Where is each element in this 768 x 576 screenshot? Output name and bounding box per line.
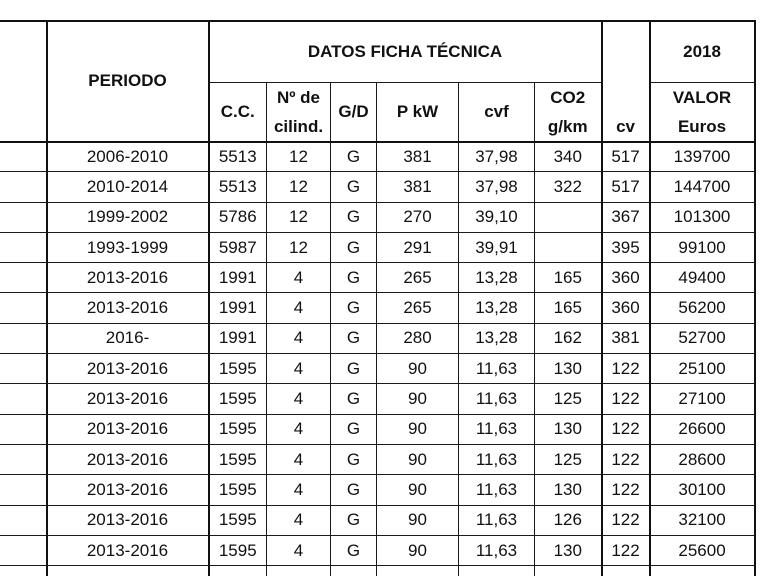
cilindros-cell (267, 566, 331, 576)
cilindros-cell: 4 (267, 354, 331, 384)
left-blank-cell (0, 475, 47, 505)
cvf-cell: 13,28 (459, 323, 535, 353)
cvf-cell: 11,63 (459, 475, 535, 505)
periodo-cell: 2010-2014 (47, 172, 209, 202)
table-row-partial (0, 566, 755, 576)
pkw-cell: 381 (377, 142, 459, 172)
cvf-cell: 11,63 (459, 444, 535, 474)
co2-cell: 125 (535, 444, 602, 474)
left-blank-cell (0, 202, 47, 232)
table-row (0, 354, 755, 384)
left-blank-cell (0, 566, 47, 576)
table-row (0, 323, 755, 353)
table-row (0, 505, 755, 535)
valor-cell: 139700 (650, 142, 755, 172)
valor-cell: 25100 (650, 354, 755, 384)
cvf-cell: 37,98 (459, 142, 535, 172)
cilindros-cell: 4 (267, 414, 331, 444)
valor-cell (650, 566, 755, 576)
cilindros-cell: 4 (267, 535, 331, 565)
cvf-cell (459, 566, 535, 576)
cilindros-cell: 12 (267, 172, 331, 202)
gd-cell: G (331, 323, 377, 353)
cvf-cell: 13,28 (459, 263, 535, 293)
cc-cell: 5513 (209, 172, 267, 202)
co2-cell (535, 232, 602, 262)
gd-header: G/D (331, 82, 377, 142)
periodo-cell: 2013-2016 (47, 505, 209, 535)
co2-cell: 165 (535, 263, 602, 293)
left-blank-cell (0, 293, 47, 323)
left-blank-cell (0, 142, 47, 172)
co2-header-line1: CO2 (550, 87, 586, 107)
gd-cell: G (331, 505, 377, 535)
pkw-header: P kW (377, 82, 459, 142)
cvf-cell: 37,98 (459, 172, 535, 202)
cc-cell: 5513 (209, 142, 267, 172)
cilindros-cell: 4 (267, 323, 331, 353)
gd-cell: G (331, 232, 377, 262)
co2-cell: 162 (535, 323, 602, 353)
cv-cell: 122 (602, 505, 650, 535)
periodo-cell: 2006-2010 (47, 142, 209, 172)
co2-cell: 126 (535, 505, 602, 535)
valor-cell: 28600 (650, 444, 755, 474)
left-blank-cell (0, 263, 47, 293)
valor-cell: 99100 (650, 232, 755, 262)
cv-cell: 367 (602, 202, 650, 232)
cvf-cell: 11,63 (459, 414, 535, 444)
co2-cell (535, 566, 602, 576)
cilindros-cell: 4 (267, 444, 331, 474)
gd-cell: G (331, 444, 377, 474)
gd-cell (331, 566, 377, 576)
cv-cell: 517 (602, 172, 650, 202)
cc-cell: 1991 (209, 323, 267, 353)
cilindros-cell: 4 (267, 505, 331, 535)
co2-cell: 130 (535, 475, 602, 505)
valor-header (650, 82, 755, 142)
table-row (0, 475, 755, 505)
cc-cell: 1595 (209, 414, 267, 444)
left-blank-cell (0, 414, 47, 444)
cvf-cell: 11,63 (459, 505, 535, 535)
vehicle-spec-table (0, 20, 756, 576)
cv-cell: 395 (602, 232, 650, 262)
pkw-cell: 265 (377, 263, 459, 293)
periodo-cell: 1993-1999 (47, 232, 209, 262)
table-row (0, 232, 755, 262)
valor-cell: 52700 (650, 323, 755, 353)
cc-cell: 1595 (209, 354, 267, 384)
cvf-cell: 11,63 (459, 535, 535, 565)
cc-cell: 1595 (209, 475, 267, 505)
cvf-cell: 13,28 (459, 293, 535, 323)
co2-cell: 322 (535, 172, 602, 202)
cvf-cell: 39,10 (459, 202, 535, 232)
table-row (0, 414, 755, 444)
co2-cell: 125 (535, 384, 602, 414)
pkw-cell: 381 (377, 172, 459, 202)
datos-ficha-tecnica-header: DATOS FICHA TÉCNICA (209, 21, 602, 82)
valor-header-line2: Euros (677, 116, 727, 136)
cv-cell: 381 (602, 323, 650, 353)
periodo-cell: 2013-2016 (47, 354, 209, 384)
cilindros-header-line2: cilind. (273, 116, 324, 136)
cv-header (602, 21, 650, 142)
valor-cell: 26600 (650, 414, 755, 444)
co2-cell: 340 (535, 142, 602, 172)
pkw-cell: 270 (377, 202, 459, 232)
cv-cell: 360 (602, 263, 650, 293)
left-blank-header (0, 21, 47, 142)
cv-cell: 517 (602, 142, 650, 172)
cv-cell: 122 (602, 475, 650, 505)
cc-cell: 1595 (209, 384, 267, 414)
left-blank-cell (0, 505, 47, 535)
cc-cell: 1991 (209, 263, 267, 293)
pkw-cell (377, 566, 459, 576)
cilindros-cell: 4 (267, 475, 331, 505)
table-row (0, 172, 755, 202)
co2-cell: 130 (535, 354, 602, 384)
cc-cell: 1595 (209, 444, 267, 474)
periodo-cell: 2016- (47, 323, 209, 353)
periodo-cell: 2013-2016 (47, 475, 209, 505)
year-header: 2018 (650, 21, 755, 82)
co2-header-line2: g/km (547, 116, 588, 136)
valor-cell: 49400 (650, 263, 755, 293)
table-row (0, 202, 755, 232)
gd-cell: G (331, 172, 377, 202)
valor-cell: 101300 (650, 202, 755, 232)
gd-cell: G (331, 354, 377, 384)
cv-cell: 122 (602, 444, 650, 474)
cc-cell: 5987 (209, 232, 267, 262)
cilindros-cell: 4 (267, 293, 331, 323)
cilindros-cell: 12 (267, 202, 331, 232)
co2-header (535, 82, 602, 142)
periodo-cell: 1999-2002 (47, 202, 209, 232)
periodo-header: PERIODO (47, 21, 209, 142)
gd-cell: G (331, 475, 377, 505)
co2-cell: 165 (535, 293, 602, 323)
table-row (0, 444, 755, 474)
pkw-cell: 280 (377, 323, 459, 353)
periodo-cell: 2013-2016 (47, 293, 209, 323)
periodo-cell: 2013-2016 (47, 414, 209, 444)
table-row (0, 142, 755, 172)
table-row (0, 535, 755, 565)
gd-cell: G (331, 293, 377, 323)
pkw-cell: 90 (377, 535, 459, 565)
pkw-cell: 90 (377, 444, 459, 474)
cilindros-cell: 4 (267, 263, 331, 293)
valor-header-line1: VALOR (672, 87, 732, 107)
cc-cell: 5786 (209, 202, 267, 232)
cvf-cell: 39,91 (459, 232, 535, 262)
left-blank-cell (0, 444, 47, 474)
periodo-cell: 2013-2016 (47, 535, 209, 565)
gd-cell: G (331, 535, 377, 565)
valor-cell: 30100 (650, 475, 755, 505)
cc-cell: 1595 (209, 505, 267, 535)
valor-cell: 25600 (650, 535, 755, 565)
valor-cell: 144700 (650, 172, 755, 202)
periodo-cell: 2013-2016 (47, 263, 209, 293)
pkw-cell: 265 (377, 293, 459, 323)
cc-cell: 1991 (209, 293, 267, 323)
cv-header-label: cv (616, 116, 635, 136)
left-blank-cell (0, 323, 47, 353)
cv-cell: 122 (602, 354, 650, 384)
left-blank-cell (0, 172, 47, 202)
cilindros-header-line1: Nº de (276, 87, 321, 107)
cvf-cell: 11,63 (459, 354, 535, 384)
co2-cell: 130 (535, 414, 602, 444)
cc-cell (209, 566, 267, 576)
left-blank-cell (0, 535, 47, 565)
cvf-header: cvf (459, 82, 535, 142)
cv-cell (602, 566, 650, 576)
gd-cell: G (331, 414, 377, 444)
co2-cell: 130 (535, 535, 602, 565)
cc-header: C.C. (209, 82, 267, 142)
gd-cell: G (331, 142, 377, 172)
table-row (0, 263, 755, 293)
table-row (0, 293, 755, 323)
cilindros-cell: 12 (267, 142, 331, 172)
cv-cell: 122 (602, 384, 650, 414)
table-header (0, 21, 755, 142)
pkw-cell: 291 (377, 232, 459, 262)
gd-cell: G (331, 202, 377, 232)
pkw-cell: 90 (377, 505, 459, 535)
cilindros-header (267, 82, 331, 142)
table-row (0, 384, 755, 414)
cilindros-cell: 12 (267, 232, 331, 262)
valor-cell: 27100 (650, 384, 755, 414)
gd-cell: G (331, 384, 377, 414)
left-blank-cell (0, 232, 47, 262)
gd-cell: G (331, 263, 377, 293)
pkw-cell: 90 (377, 384, 459, 414)
cc-cell: 1595 (209, 535, 267, 565)
cvf-cell: 11,63 (459, 384, 535, 414)
periodo-cell (47, 566, 209, 576)
left-blank-cell (0, 384, 47, 414)
cilindros-cell: 4 (267, 384, 331, 414)
valor-cell: 32100 (650, 505, 755, 535)
periodo-cell: 2013-2016 (47, 384, 209, 414)
left-blank-cell (0, 354, 47, 384)
valor-cell: 56200 (650, 293, 755, 323)
cv-cell: 360 (602, 293, 650, 323)
pkw-cell: 90 (377, 475, 459, 505)
pkw-cell: 90 (377, 354, 459, 384)
periodo-cell: 2013-2016 (47, 444, 209, 474)
pkw-cell: 90 (377, 414, 459, 444)
co2-cell (535, 202, 602, 232)
table-body (0, 142, 755, 576)
cv-cell: 122 (602, 535, 650, 565)
cv-cell: 122 (602, 414, 650, 444)
